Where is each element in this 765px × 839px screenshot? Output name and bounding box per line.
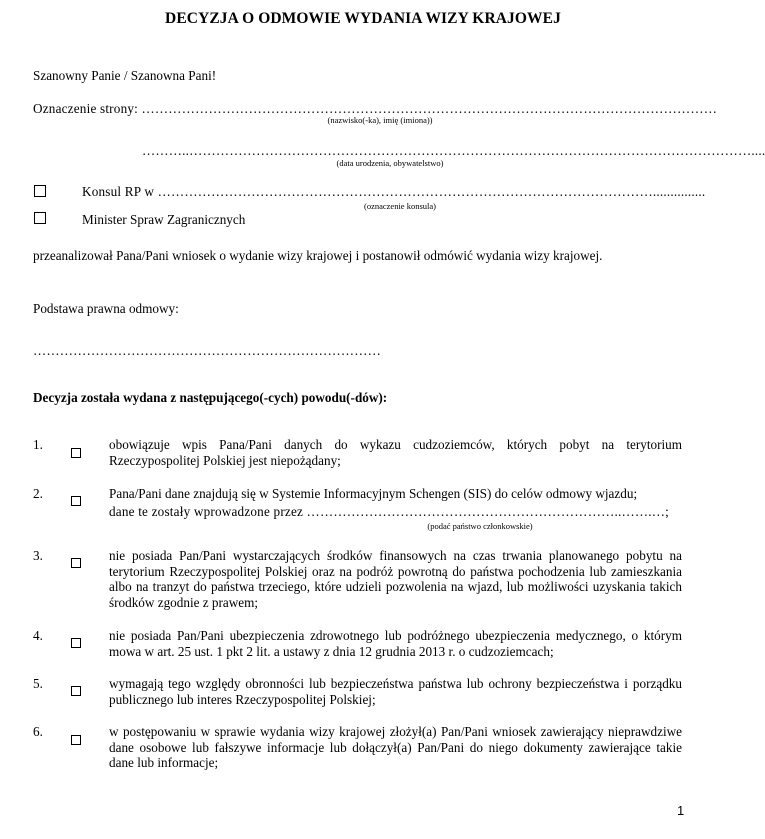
analyzed-text: przeanalizował Pana/Pani wniosek o wydanie wizy krajowej i postanowił odmówić wydania wizy krajowej. [33, 248, 603, 263]
reasons-heading: Decyzja została wydana z następującego(-cych) powodu(-dów): [33, 390, 388, 405]
reason-number: 6. [33, 724, 43, 739]
reason-2-caption: (podać państwo członkowskie) [427, 521, 533, 531]
birth-caption: (data urodzenia, obywatelstwo) [336, 158, 444, 168]
reason-1-checkbox[interactable] [71, 448, 81, 458]
party-caption: (nazwisko(-ka), imię (imiona)) [327, 115, 433, 125]
reason-2-text: Pana/Pani dane znajdują się w Systemie Informacyjnym Schengen (SIS) do celów odmowy wjazdu; [109, 486, 638, 501]
reason-3-checkbox[interactable] [71, 558, 81, 568]
reason-3-text: nie posiada Pan/Pani wystarczających środków finansowych na czas trwania planowanego pobytu na terytorium Rzeczypospolitej Polskiej oraz na podróż powrotną do państwa pochodzenia lub zamieszkania albo na tranzyt do państwa trzeciego, które udzieli pozwolenia na wjazd, lub możliwości uzyskania takich środków zgodnie z prawem; [109, 548, 682, 610]
consul-dots[interactable]: …………………………………………………………………………………………………............... [157, 184, 706, 199]
reason-4-checkbox[interactable] [71, 638, 81, 648]
minister-label: Minister Spraw Zagranicznych [82, 212, 246, 227]
reason-6-checkbox[interactable] [71, 735, 81, 745]
reason-2-member-state[interactable]: dane te zostały wprowadzone przez ……………………………………………………………..…….…; [109, 504, 669, 519]
reason-5-checkbox[interactable] [71, 686, 81, 696]
consul-label: Konsul RP w [82, 184, 158, 199]
page-number: 1 [677, 803, 685, 818]
minister-checkbox[interactable] [34, 212, 46, 224]
reason-number: 1. [33, 437, 43, 452]
birth-dots[interactable]: ………..……………………………………………………………………………………………………………….... [142, 143, 765, 158]
consul-line [82, 184, 706, 200]
salutation: Szanowny Panie / Szanowna Pani! [33, 68, 217, 83]
reason-number: 3. [33, 548, 43, 563]
reason-number: 4. [33, 628, 43, 643]
reason-number: 5. [33, 676, 43, 691]
legal-basis-label: Podstawa prawna odmowy: [33, 301, 179, 316]
consul-checkbox[interactable] [34, 185, 46, 197]
reason-2-checkbox[interactable] [71, 496, 81, 506]
legal-basis-dots[interactable]: …………………………………………………………………… [33, 343, 382, 358]
consul-caption: (oznaczenie konsula) [364, 201, 436, 211]
reason-1-text: obowiązuje wpis Pana/Pani danych do wykazu cudzoziemców, których pobyt na terytorium Rzeczypospolitej Polskiej jest niepożądany; [109, 437, 682, 468]
document-title: DECYZJA O ODMOWIE WYDANIA WIZY KRAJOWEJ [165, 10, 561, 27]
reason-number: 2. [33, 486, 43, 501]
party-label: Oznaczenie strony: [33, 101, 142, 116]
reason-5-text: wymagają tego względy obronności lub bezpieczeństwa państwa lub ochrony bezpieczeństwa i porządku publicznego lub interes Rzeczypospolitej Polskiej; [109, 676, 682, 707]
reason-4-text: nie posiada Pan/Pani ubezpieczenia zdrowotnego lub podróżnego ubezpieczenia medycznego, o którym mowa w art. 25 ust. 1 pkt 2 lit. a ustawy z dnia 12 grudnia 2013 r. o cudzoziemcach; [109, 628, 682, 659]
party-dots[interactable]: ………………………………………………………………………………………………………………… [141, 101, 718, 116]
reason-6-text: w postępowaniu w sprawie wydania wizy krajowej złożył(a) Pan/Pani wniosek zawierający nieprawdziwe dane osobowe lub fałszywe informacje lub dołączył(a) Pan/Pani do niego dokumenty zawierające takie dane lub informacje; [109, 724, 682, 770]
